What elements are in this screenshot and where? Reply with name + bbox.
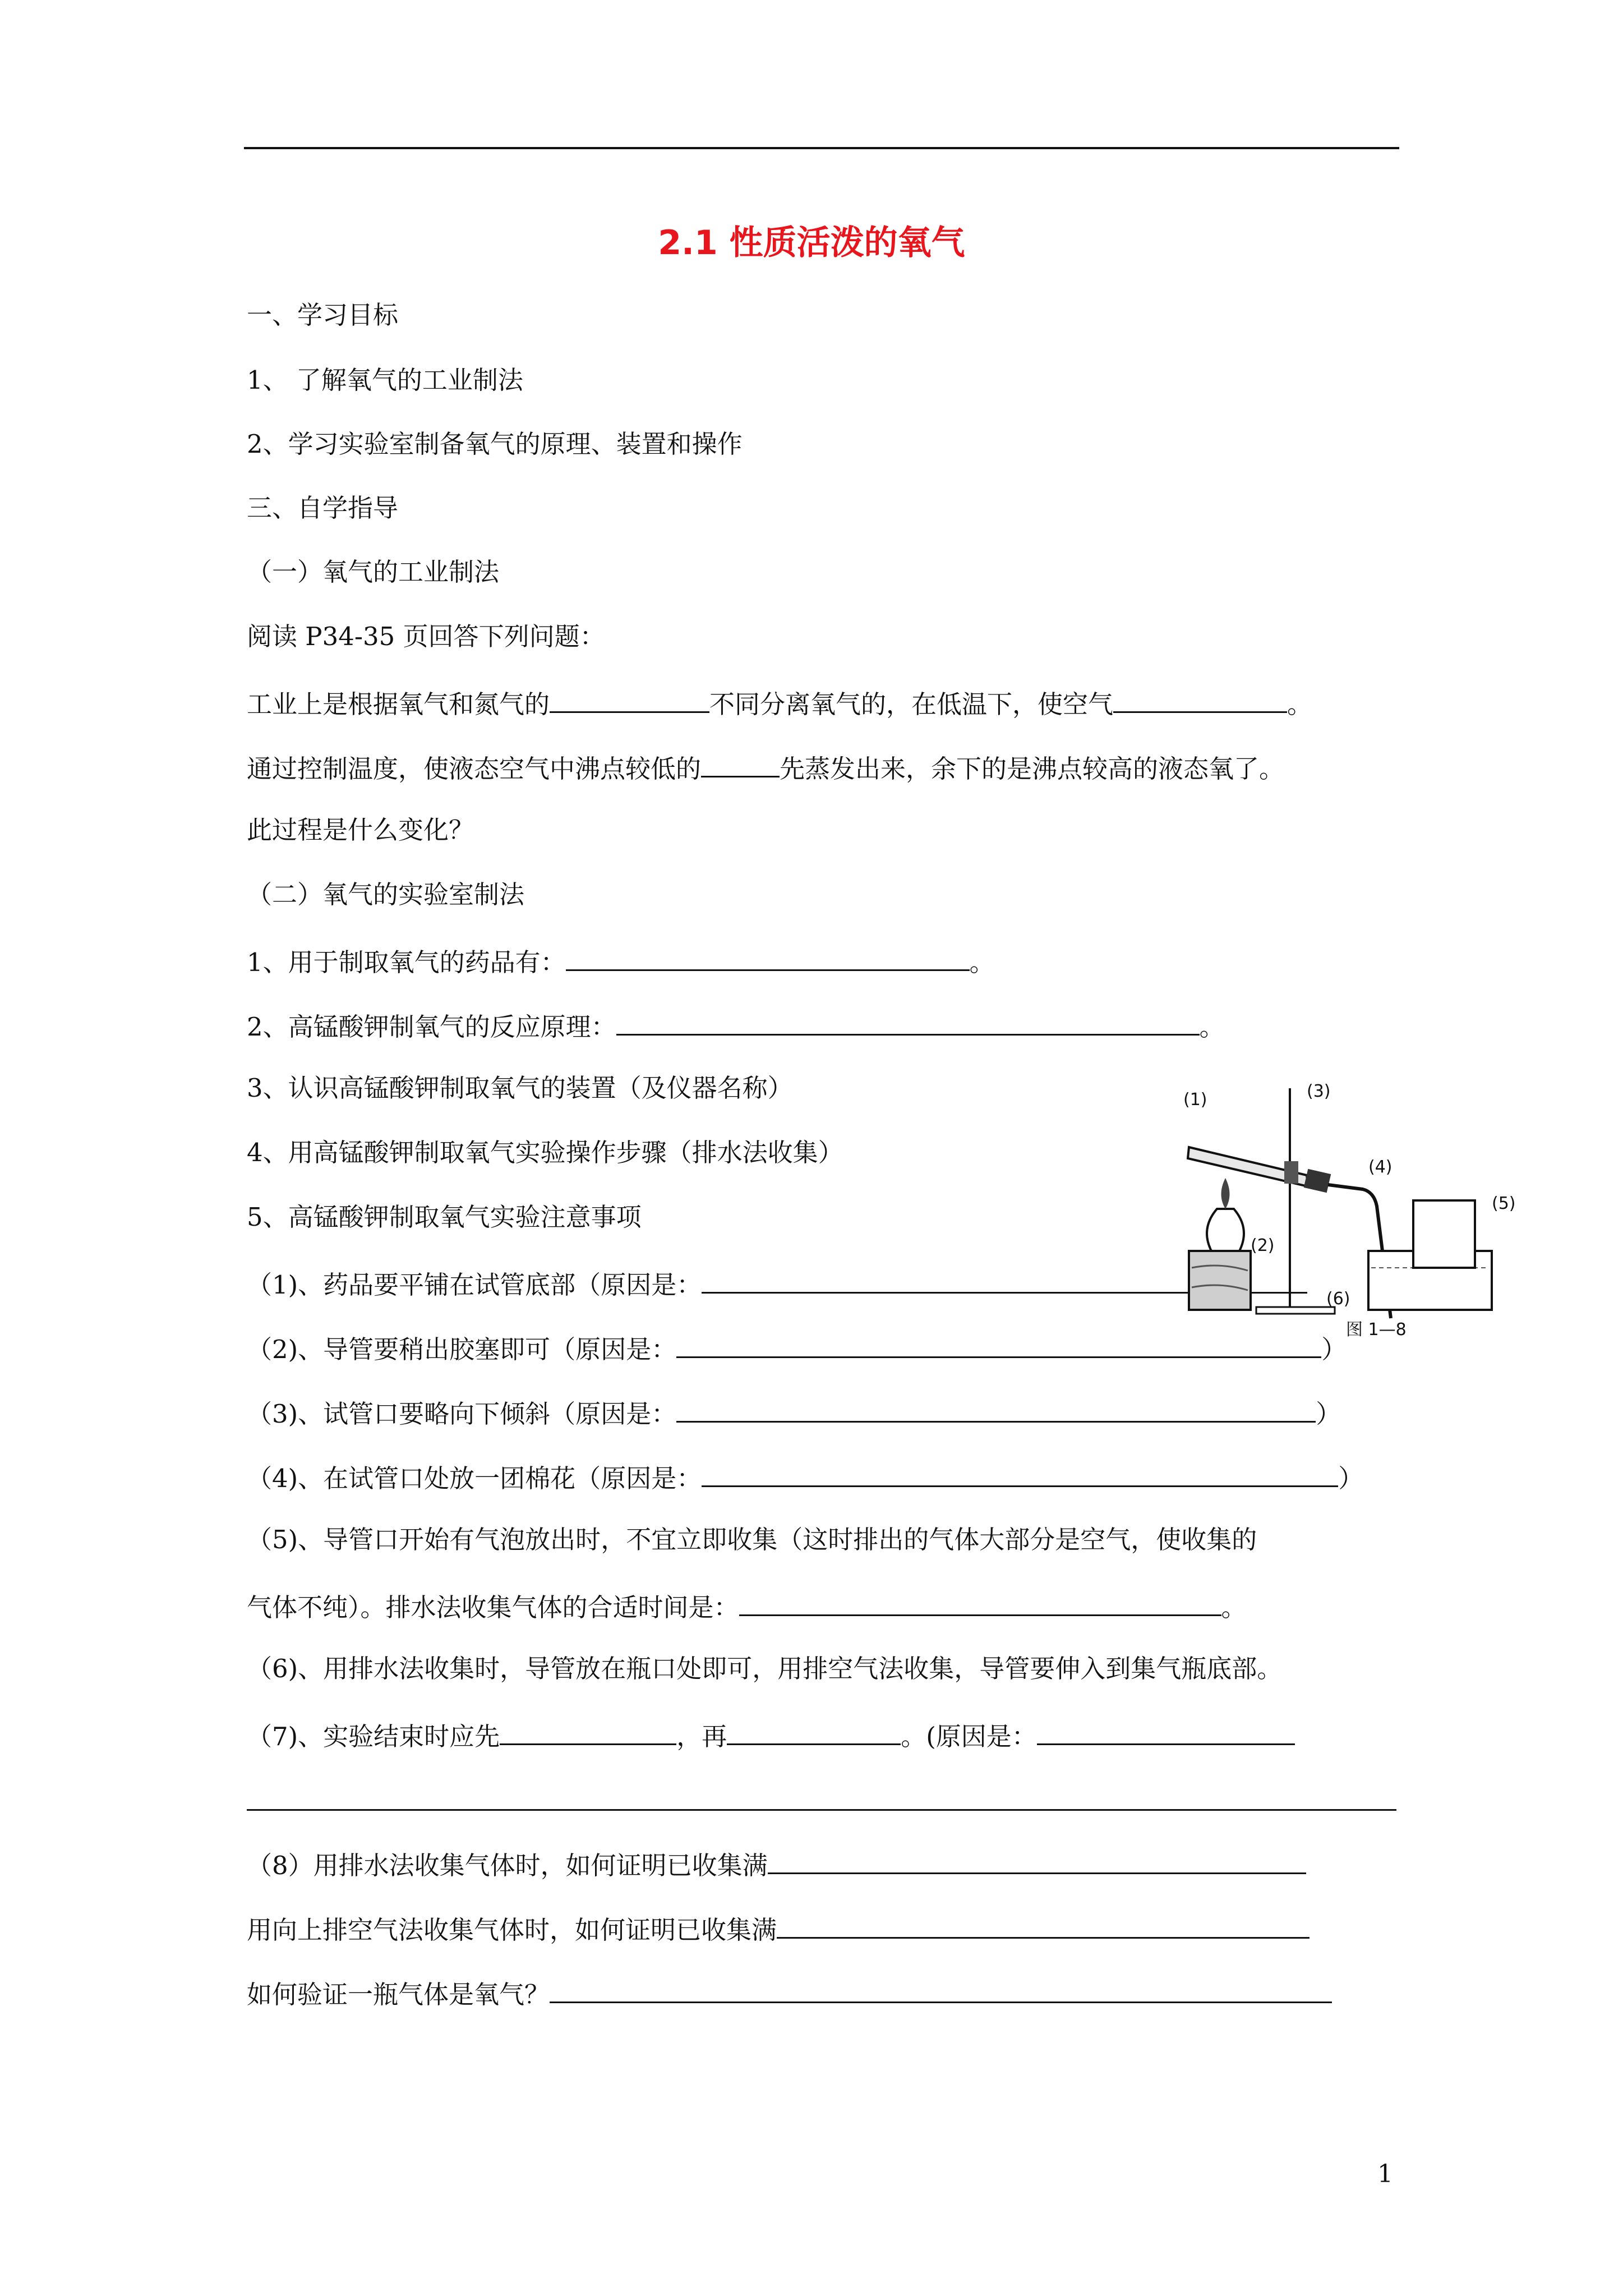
answer-line[interactable] (247, 1809, 1396, 1811)
answer-blank[interactable] (701, 749, 780, 777)
oxygen-apparatus-figure (1178, 1083, 1537, 1346)
test-tube (1188, 1147, 1331, 1193)
answer-blank[interactable] (702, 1458, 1338, 1487)
question-line: 1、用于制取氧气的药品有： 。 (247, 942, 995, 979)
note-line: （2)、导管要稍出胶塞即可（原因是： ） (247, 1329, 1347, 1366)
question-line: 通过控制温度，使液态空气中沸点较低的 先蒸发出来，余下的是沸点较高的液态氧了。 (247, 749, 1284, 786)
section-heading: 一、学习目标 (247, 300, 399, 330)
figure-label: (4) (1368, 1157, 1393, 1177)
question-line: 2、高锰酸钾制氧气的反应原理： 。 (247, 1007, 1225, 1044)
note-line: 气体不纯）。排水法收集气体的合适时间是： 。 (247, 1588, 1247, 1625)
clamp (1284, 1161, 1298, 1184)
figure-caption: 图 1—8 (1346, 1320, 1407, 1340)
answer-blank[interactable] (550, 1975, 1332, 2003)
stand-base (1256, 1307, 1335, 1314)
gas-jar (1413, 1200, 1475, 1268)
goal-item: 1、 了解氧气的工业制法 (247, 365, 523, 395)
figure-label: (5) (1492, 1194, 1516, 1213)
answer-blank[interactable] (768, 1846, 1306, 1874)
answer-blank[interactable] (739, 1588, 1221, 1616)
figure-label: (2) (1251, 1236, 1275, 1255)
answer-blank[interactable] (550, 684, 709, 713)
answer-blank[interactable] (1037, 1717, 1295, 1745)
question-line: 如何验证一瓶气体是氧气？ (247, 1975, 1332, 2012)
note-line: （5)、导管口开始有气泡放出时，不宜立即收集（这时排出的气体大部分是空气，使收集的 (247, 1525, 1257, 1554)
answer-blank[interactable] (727, 1717, 901, 1745)
header-rule (244, 147, 1399, 149)
answer-blank[interactable] (616, 1007, 1200, 1036)
figure-label: (1) (1183, 1090, 1207, 1110)
figure-label: (6) (1326, 1289, 1350, 1309)
note-line: （4)、在试管口处放一团棉花（原因是： ） (247, 1458, 1363, 1496)
section-heading: 三、自学指导 (247, 493, 399, 523)
subsection-heading: （一）氧气的工业制法 (247, 557, 500, 587)
subsection-heading: （二）氧气的实验室制法 (247, 880, 525, 909)
wooden-block (1189, 1251, 1251, 1310)
note-line: （7)、实验结束时应先 ，再 。(原因是： (247, 1717, 1295, 1754)
question-line: 工业上是根据氧气和氮气的 不同分离氧气的，在低温下，使空气 。 (247, 684, 1312, 721)
question-line: 5、高锰酸钾制取氧气实验注意事项 (247, 1202, 642, 1232)
answer-blank[interactable] (676, 1394, 1316, 1423)
note-line: （3)、试管口要略向下倾斜（原因是： ） (247, 1394, 1341, 1431)
answer-blank[interactable] (1113, 684, 1287, 713)
question-line: 此过程是什么变化？ (247, 815, 474, 845)
answer-blank[interactable] (500, 1717, 676, 1745)
question-line: 3、认识高锰酸钾制取氧气的装置（及仪器名称） (247, 1073, 793, 1103)
question-line: （8）用排水法收集气体时，如何证明已收集满 (247, 1846, 1306, 1883)
page-title: 2.1 性质活泼的氧气 (658, 223, 965, 263)
note-line: （6)、用排水法收集时，导管放在瓶口处即可，用排空气法收集，导管要伸入到集气瓶底部。 (247, 1654, 1283, 1683)
alcohol-lamp (1207, 1178, 1244, 1251)
figure-label: (3) (1307, 1083, 1331, 1101)
question-line: 4、用高锰酸钾制取氧气实验操作步骤（排水法收集） (247, 1138, 843, 1167)
answer-blank[interactable] (777, 1910, 1310, 1939)
page-number: 1 (1377, 2160, 1393, 2188)
goal-item: 2、学习实验室制备氧气的原理、装置和操作 (247, 429, 743, 459)
question-line: 用向上排空气法收集气体时，如何证明已收集满 (247, 1910, 1310, 1947)
answer-blank[interactable] (566, 942, 970, 971)
note-line: （1)、药品要平铺在试管底部（原因是： (247, 1265, 1307, 1302)
reading-instruction: 阅读 P34-35 页回答下列问题： (247, 622, 605, 651)
